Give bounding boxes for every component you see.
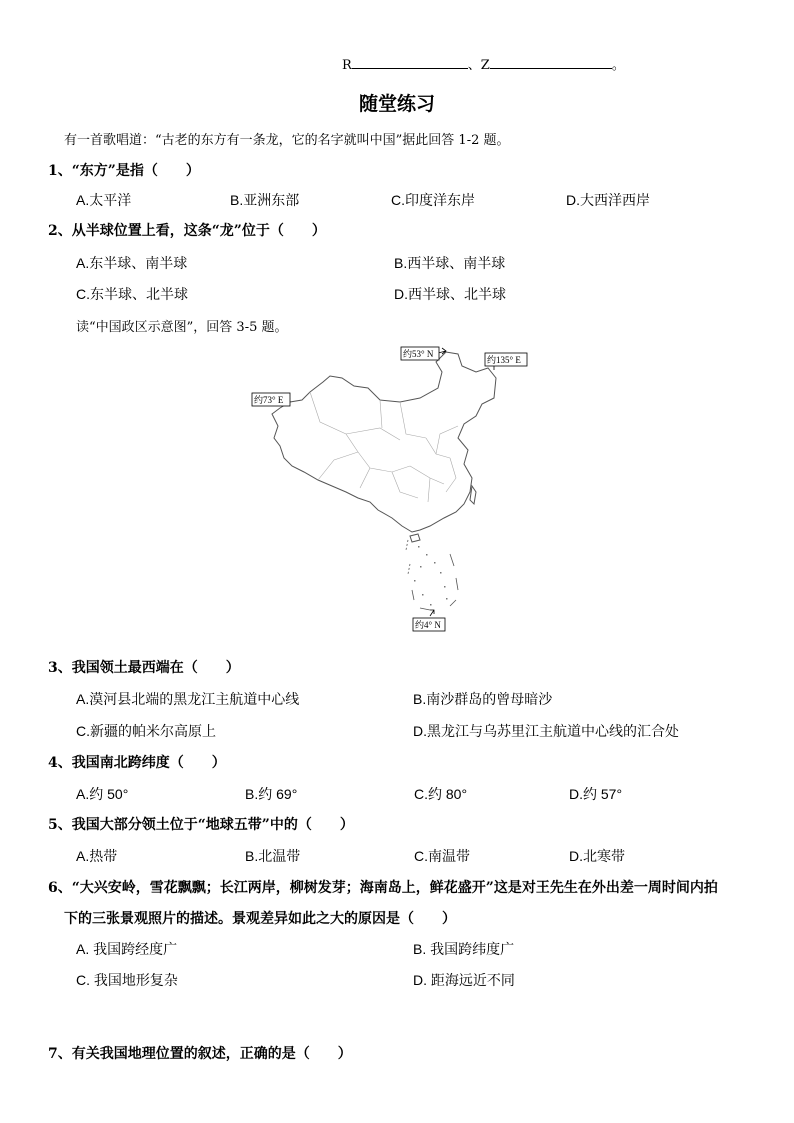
- page-title: 随堂练习: [358, 93, 435, 115]
- question-5-stem: 5、我国大部分领土位于“地球五带”中的（ ）: [48, 817, 354, 833]
- q6-option-a[interactable]: A. 我国跨经度广: [76, 941, 178, 957]
- china-outline: [272, 352, 496, 532]
- q5-option-c[interactable]: C.南温带: [414, 848, 470, 864]
- q6-option-d[interactable]: D. 距海远近不同: [413, 972, 515, 988]
- label-west-text: 约73° E: [254, 395, 284, 405]
- q4-option-b[interactable]: B.约 69°: [245, 786, 298, 802]
- intro-q3-5: 读“中国政区示意图”，回答 3-5 题。: [76, 320, 288, 335]
- r-label: R: [342, 58, 352, 73]
- label-north: [401, 347, 439, 360]
- z-label: 、Z: [467, 58, 490, 73]
- z-blank[interactable]: [490, 56, 612, 69]
- label-west: [252, 393, 290, 406]
- q2-option-d[interactable]: D.西半球、北半球: [394, 286, 506, 302]
- intro-q1-2: 有一首歌唱道：“古老的东方有一条龙，它的名字就叫中国”据此回答 1-2 题。: [64, 133, 510, 148]
- question-3-stem: 3、我国领土最西端在（ ）: [48, 660, 240, 676]
- q3-option-d[interactable]: D.黑龙江与乌苏里江主航道中心线的汇合处: [413, 723, 679, 739]
- south-china-sea-islands: [414, 546, 448, 606]
- q1-option-d[interactable]: D.大西洋西岸: [566, 192, 650, 208]
- q4-option-a[interactable]: A.约 50°: [76, 786, 129, 802]
- r-blank[interactable]: [352, 56, 468, 69]
- label-south: [413, 618, 445, 631]
- q1-option-c[interactable]: C.印度洋东岸: [391, 192, 475, 208]
- question-4-stem: 4、我国南北跨纬度（ ）: [48, 755, 226, 771]
- label-east-text: 约135° E: [487, 355, 521, 365]
- label-north-text: 约53° N: [403, 349, 434, 359]
- q4-option-d[interactable]: D.约 57°: [569, 786, 623, 802]
- hainan-island: [410, 534, 420, 542]
- q5-option-d[interactable]: D.北寒带: [569, 848, 625, 864]
- q2-option-a[interactable]: A.东半球、南半球: [76, 255, 188, 271]
- question-7-stem: 7、有关我国地理位置的叙述，正确的是（ ）: [48, 1046, 352, 1062]
- q3-option-a[interactable]: A.漠河县北端的黑龙江主航道中心线: [76, 691, 300, 707]
- line-end: 。: [611, 58, 625, 73]
- q4-option-c[interactable]: C.约 80°: [414, 786, 468, 802]
- q2-option-b[interactable]: B.西半球、南半球: [394, 255, 506, 271]
- q2-option-c[interactable]: C.东半球、北半球: [76, 286, 188, 302]
- q6-option-c[interactable]: C. 我国地形复杂: [76, 972, 178, 988]
- q3-option-c[interactable]: C.新疆的帕米尔高原上: [76, 723, 216, 739]
- q5-option-a[interactable]: A.热带: [76, 848, 118, 864]
- dashed-boundary: [406, 540, 458, 610]
- question-2-stem: 2、从半球位置上看，这条“龙”位于（ ）: [48, 223, 326, 239]
- province-borders: [310, 392, 458, 502]
- q1-option-a[interactable]: A.太平洋: [76, 192, 132, 208]
- label-south-text: 约4° N: [415, 620, 441, 630]
- question-6-stem-line2: 下的三张景观照片的描述。景观差异如此之大的原因是（ ）: [64, 911, 456, 927]
- arrow-markers: [280, 348, 494, 616]
- fill-in-line: [342, 54, 625, 73]
- question-6-stem-line1: 6、“大兴安岭，雪花飘飘；长江两岸，柳树发芽；海南岛上，鲜花盛开”这是对王先生在外出差一周时间内拍: [48, 880, 718, 896]
- china-map: [250, 342, 540, 634]
- label-east: [485, 353, 527, 366]
- question-1-stem: 1、“东方”是指（ ）: [48, 163, 200, 179]
- q3-option-b[interactable]: B.南沙群岛的曾母暗沙: [413, 691, 553, 707]
- q5-option-b[interactable]: B.北温带: [245, 848, 301, 864]
- q6-option-b[interactable]: B. 我国跨纬度广: [413, 941, 515, 957]
- q1-option-b[interactable]: B.亚洲东部: [230, 192, 300, 208]
